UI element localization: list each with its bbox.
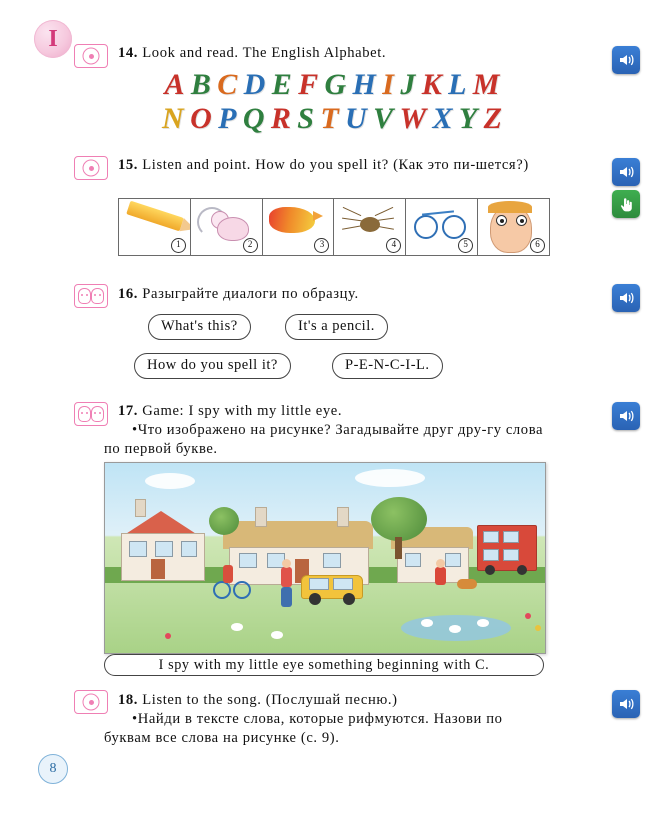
exercise-15-body: Listen and point. How do you spell it? (Как это пи-шется?) <box>142 157 529 173</box>
bubble-whats-this: What's this? <box>148 314 251 340</box>
cd-icon-ex18[interactable] <box>74 690 108 714</box>
alphabet-letter: T <box>320 101 341 135</box>
strip-cell-mouse[interactable] <box>191 199 263 255</box>
alphabet-letter: S <box>297 101 316 135</box>
exercise-17-text <box>118 402 548 421</box>
bicycle-wheel <box>213 581 231 599</box>
hair-icon <box>488 201 532 213</box>
face-icon <box>78 288 91 304</box>
alphabet-letter: I <box>382 68 396 101</box>
alphabet-letter: W <box>399 101 429 135</box>
spider-leg-icon <box>375 207 394 216</box>
alphabet-letter: G <box>324 68 349 101</box>
cd-icon-ex14[interactable] <box>74 44 108 68</box>
bus-wheel <box>517 565 527 575</box>
exercise-17-number: 17. <box>118 403 139 419</box>
person-boy <box>435 567 446 585</box>
alphabet-letter: X <box>432 101 455 135</box>
alphabet-letter: U <box>345 101 369 135</box>
face-icon <box>91 288 104 304</box>
window <box>323 553 341 568</box>
exercise-17-body: Game: I spy with my little eye. <box>142 403 343 419</box>
bus-window <box>483 549 499 561</box>
face-icon <box>91 406 104 422</box>
mouse-body-icon <box>217 217 249 241</box>
audio-button-ex16[interactable] <box>612 284 640 312</box>
window <box>129 541 147 557</box>
strip-number: 5 <box>458 238 473 253</box>
audio-button-ex15[interactable] <box>612 158 640 186</box>
strip-cell-bicycle[interactable] <box>406 199 478 255</box>
cd-disc-icon <box>83 48 100 65</box>
spider-leg-icon <box>343 218 363 222</box>
speaker-icon <box>616 288 636 308</box>
page-number: 8 <box>38 754 68 784</box>
strip-number: 4 <box>386 238 401 253</box>
alphabet-letter: A <box>164 68 187 101</box>
window <box>405 553 421 567</box>
person-legs <box>281 587 292 607</box>
car-wheel <box>343 593 355 605</box>
window <box>155 541 173 557</box>
bus-window <box>503 549 519 561</box>
cloud-shape <box>355 469 425 487</box>
alphabet-letter: N <box>162 101 186 135</box>
chimney <box>255 507 267 527</box>
bus-wheel <box>485 565 495 575</box>
flower <box>165 633 171 639</box>
alphabet-letter: R <box>270 101 293 135</box>
strip-cell-pencil[interactable] <box>119 199 191 255</box>
exercise-16-text <box>118 285 548 304</box>
alphabet-letter: L <box>448 68 469 101</box>
exercise-18-text <box>118 691 548 710</box>
car-wheel <box>309 593 321 605</box>
duck <box>477 619 489 627</box>
alphabet-letter: Q <box>242 101 267 135</box>
alphabet-letter: P <box>218 101 239 135</box>
exercise-16-body: Разыграйте диалоги по образцу. <box>142 286 359 302</box>
strip-number: 3 <box>314 238 329 253</box>
exercise-16-number: 16. <box>118 286 139 302</box>
exercise-14-number: 14. <box>118 45 139 61</box>
dialogue-icon-ex17[interactable] <box>74 402 108 426</box>
chimney <box>337 507 349 527</box>
exercise-15-text <box>118 156 550 175</box>
alphabet-letter: C <box>217 68 240 101</box>
tree-trunk <box>395 537 402 559</box>
strip-cell-parrot[interactable] <box>263 199 335 255</box>
speaker-icon <box>616 694 636 714</box>
bubble-how-do-you-spell-it: How do you spell it? <box>134 353 291 379</box>
speaker-icon <box>616 406 636 426</box>
bubble-its-a-pencil: It's a pencil. <box>285 314 388 340</box>
tree-crown <box>371 497 427 541</box>
speaker-icon <box>616 162 636 182</box>
flower <box>525 613 531 619</box>
strip-cell-face[interactable] <box>478 199 549 255</box>
bus-window <box>503 531 519 543</box>
window <box>445 553 461 567</box>
bubble-pencil-spelling: P-E-N-C-I-L. <box>332 353 443 379</box>
alphabet-letter: H <box>352 68 378 101</box>
face-icon <box>78 406 91 422</box>
exercise-18-body: Listen to the song. (Послушай песню.) <box>142 692 398 708</box>
alphabet-row-2 <box>118 102 548 136</box>
spider-leg-icon <box>343 207 362 216</box>
cd-disc-icon <box>83 694 100 711</box>
dialogue-icon-ex16[interactable] <box>74 284 108 308</box>
exercise-18-subtext: •Найди в тексте слова, которые рифмуются. Назови по буквам все слова на рисунке (с. 9). <box>104 711 503 747</box>
alphabet-letter: B <box>190 68 213 101</box>
exercise-17-subtext: •Что изображено на рисунке? Загадывайте друг дру-гу слова по первой букве. <box>104 422 544 458</box>
alphabet-letter: D <box>243 68 268 101</box>
car-window <box>333 578 353 590</box>
window <box>181 541 197 557</box>
person-head <box>436 559 445 568</box>
audio-button-ex18[interactable] <box>612 690 640 718</box>
strip-number: 2 <box>243 238 258 253</box>
person-head <box>282 559 291 568</box>
spider-body-icon <box>360 217 380 232</box>
scene-caption: I spy with my little eye something beginning with C. <box>104 654 544 676</box>
bicycle-wheel-icon <box>414 215 438 239</box>
alphabet-letter: J <box>400 68 418 101</box>
interactive-button-ex15[interactable] <box>612 190 640 218</box>
alphabet-letter: F <box>298 68 321 101</box>
strip-number: 1 <box>171 238 186 253</box>
dog <box>457 579 477 589</box>
alphabet-letter: E <box>271 68 294 101</box>
speaker-icon <box>616 50 636 70</box>
alphabet-row-1 <box>118 68 548 102</box>
bus-window <box>483 531 499 543</box>
picture-strip-ex15 <box>118 198 550 256</box>
bicycle-wheel <box>233 581 251 599</box>
duck <box>271 631 283 639</box>
window <box>239 553 257 568</box>
duck <box>449 625 461 633</box>
audio-button-ex14[interactable] <box>612 46 640 74</box>
tree-crown <box>209 507 239 535</box>
exercise-14-body: Look and read. The English Alphabet. <box>142 45 387 61</box>
exercise-15-number: 15. <box>118 157 139 173</box>
person-standing <box>281 567 292 587</box>
flower <box>535 625 541 631</box>
alphabet-letter: Y <box>458 101 480 135</box>
alphabet-display <box>118 68 548 135</box>
alphabet-letter: V <box>373 101 396 135</box>
cottage-thatch-roof <box>223 521 373 549</box>
duck <box>421 619 433 627</box>
exercise-18-number: 18. <box>118 692 139 708</box>
cd-icon-ex15[interactable] <box>74 156 108 180</box>
bicycle-wheel-icon <box>442 215 466 239</box>
exercise-14-text <box>118 44 548 63</box>
alphabet-letter: Z <box>483 101 504 135</box>
pencil-icon <box>126 201 184 232</box>
chimney <box>135 499 146 517</box>
unit-badge: I <box>34 20 72 58</box>
strip-number: 6 <box>530 238 545 253</box>
door <box>151 559 165 579</box>
duck <box>231 623 243 631</box>
cloud-shape <box>145 473 195 489</box>
house-roof <box>115 511 207 535</box>
parrot-icon <box>269 207 315 233</box>
car-window <box>309 578 329 590</box>
alphabet-letter: K <box>421 68 444 101</box>
cyclist <box>223 565 233 583</box>
alphabet-letter: O <box>190 101 214 135</box>
alphabet-letter: M <box>472 68 502 101</box>
cd-disc-icon <box>83 160 100 177</box>
spider-leg-icon <box>343 225 363 229</box>
hand-pointer-icon <box>616 194 636 214</box>
strip-cell-spider[interactable] <box>334 199 406 255</box>
village-scene-picture <box>104 462 546 654</box>
audio-button-ex17[interactable] <box>612 402 640 430</box>
